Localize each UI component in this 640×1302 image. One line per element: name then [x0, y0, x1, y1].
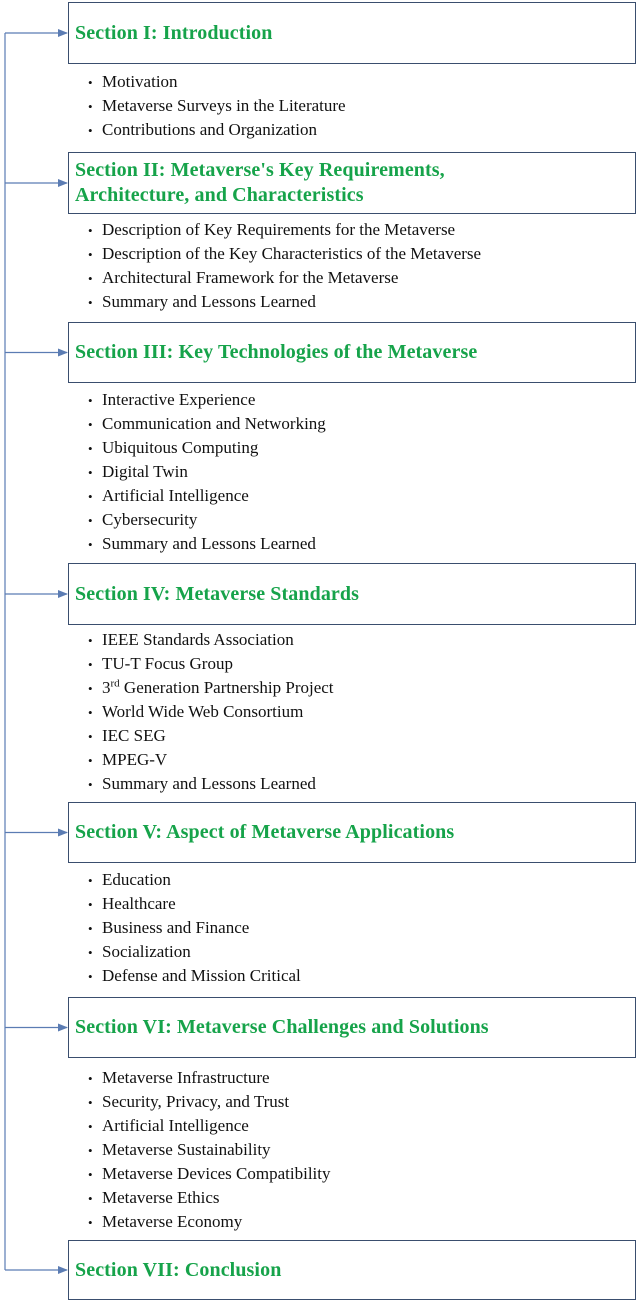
- bullet-icon: •: [88, 1119, 93, 1134]
- topic-label: Artificial Intelligence: [102, 1116, 249, 1135]
- topic-label: Description of the Key Characteristics of the Metaverse: [102, 244, 482, 263]
- topic-label: IEC SEG: [102, 726, 166, 745]
- topic-label: MPEG-V: [102, 750, 168, 769]
- bullet-icon: •: [88, 513, 93, 528]
- bullet-icon: •: [88, 873, 93, 888]
- section-title-line: Section V: Aspect of Metaverse Applications: [75, 821, 455, 843]
- topic-label: Metaverse Ethics: [102, 1188, 220, 1207]
- topic-label: Metaverse Devices Compatibility: [102, 1164, 331, 1183]
- topic-item: [88, 242, 481, 266]
- topic-label: Defense and Mission Critical: [102, 966, 301, 985]
- bullet-icon: •: [88, 705, 93, 720]
- bullet-icon: •: [88, 123, 93, 138]
- section-box-3: [68, 322, 636, 383]
- topic-item: [88, 652, 334, 676]
- bullet-icon: •: [88, 393, 93, 408]
- section-box-6: [68, 997, 636, 1058]
- bullet-icon: •: [88, 1095, 93, 1110]
- section-title: [75, 820, 454, 845]
- section-topic-list: [88, 628, 334, 796]
- bullet-icon: •: [88, 753, 93, 768]
- topic-item: [88, 1138, 331, 1162]
- section-box-4: [68, 563, 636, 625]
- topic-label: Socialization: [102, 942, 191, 961]
- bullet-icon: •: [88, 897, 93, 912]
- bullet-icon: •: [88, 1071, 93, 1086]
- section-topic-list: [88, 388, 326, 556]
- topic-label: Summary and Lessons Learned: [102, 292, 316, 311]
- topic-item: [88, 266, 481, 290]
- topic-label-prefix: 3: [102, 678, 111, 697]
- topic-item: [88, 700, 334, 724]
- bullet-icon: •: [88, 945, 93, 960]
- topic-item: [88, 916, 301, 940]
- bullet-icon: •: [88, 489, 93, 504]
- topic-label: Artificial Intelligence: [102, 486, 249, 505]
- section-box-1: [68, 2, 636, 64]
- topic-label: Communication and Networking: [102, 414, 326, 433]
- topic-label: Description of Key Requirements for the Metaverse: [102, 220, 456, 239]
- bullet-icon: •: [88, 969, 93, 984]
- bullet-icon: •: [88, 1215, 93, 1230]
- topic-label: Security, Privacy, and Trust: [102, 1092, 290, 1111]
- topic-item: [88, 940, 301, 964]
- topic-item: [88, 70, 346, 94]
- section-title: [75, 340, 477, 365]
- section-title: [75, 21, 273, 46]
- bullet-icon: •: [88, 441, 93, 456]
- topic-label: Ubiquitous Computing: [102, 438, 259, 457]
- topic-item: [88, 460, 326, 484]
- topic-item: [88, 508, 326, 532]
- bullet-icon: •: [88, 295, 93, 310]
- topic-item: [88, 724, 334, 748]
- bullet-icon: •: [88, 657, 93, 672]
- topic-label: Metaverse Infrastructure: [102, 1068, 270, 1087]
- bullet-icon: •: [88, 417, 93, 432]
- topic-label: Architectural Framework for the Metaverse: [102, 268, 399, 287]
- topic-item: [88, 1114, 331, 1138]
- topic-item: [88, 218, 481, 242]
- bullet-icon: •: [88, 537, 93, 552]
- section-topic-list: [88, 218, 481, 314]
- bullet-icon: •: [88, 271, 93, 286]
- topic-label-superscript: rd: [110, 677, 120, 690]
- section-title-line: Section I: Introduction: [75, 21, 273, 44]
- topic-item: [88, 676, 334, 700]
- topic-label: Summary and Lessons Learned: [102, 534, 316, 553]
- topic-label: IEEE Standards Association: [102, 630, 294, 649]
- bullet-icon: •: [88, 223, 93, 238]
- topic-label: Metaverse Surveys in the Literature: [102, 96, 346, 115]
- topic-label: Motivation: [102, 72, 178, 91]
- topic-item: [88, 1162, 331, 1186]
- bullet-icon: •: [88, 247, 93, 262]
- topic-item: [88, 628, 334, 652]
- topic-label: Metaverse Sustainability: [102, 1140, 271, 1159]
- section-box-2: [68, 152, 636, 214]
- topic-item: [88, 436, 326, 460]
- topic-label: Business and Finance: [102, 918, 250, 937]
- topic-item: [88, 532, 326, 556]
- topic-label: Digital Twin: [102, 462, 188, 481]
- topic-label-suffix: Generation Partnership Project: [119, 678, 334, 697]
- section-title: [75, 1258, 281, 1283]
- topic-item: [88, 748, 334, 772]
- section-title-line: Section VII: Conclusion: [75, 1258, 282, 1281]
- bullet-icon: •: [88, 633, 93, 648]
- topic-label: Metaverse Economy: [102, 1212, 243, 1231]
- topic-item: [88, 892, 301, 916]
- section-title: [75, 158, 445, 208]
- topic-item: [88, 964, 301, 988]
- topic-item: [88, 1210, 331, 1234]
- section-title-line: Section III: Key Technologies of the Metaverse: [75, 341, 478, 363]
- section-box-7: [68, 1240, 636, 1300]
- section-title: [75, 582, 359, 607]
- bullet-icon: •: [88, 1143, 93, 1158]
- topic-label: World Wide Web Consortium: [102, 702, 304, 721]
- topic-item: [88, 484, 326, 508]
- section-title-line: Section VI: Metaverse Challenges and Solutions: [75, 1016, 489, 1038]
- topic-label: TU-T Focus Group: [102, 654, 233, 673]
- topic-label: Cybersecurity: [102, 510, 198, 529]
- topic-label: Interactive Experience: [102, 390, 256, 409]
- section-topic-list: [88, 70, 346, 142]
- topic-label: Healthcare: [102, 894, 176, 913]
- topic-item: [88, 118, 346, 142]
- topic-label: Contributions and Organization: [102, 120, 317, 139]
- topic-item: [88, 290, 481, 314]
- bullet-icon: •: [88, 1167, 93, 1182]
- topic-item: [88, 868, 301, 892]
- topic-item: [88, 1186, 331, 1210]
- bullet-icon: •: [88, 465, 93, 480]
- section-topic-list: [88, 868, 301, 988]
- topic-label: Education: [102, 870, 171, 889]
- section-topic-list: [88, 1066, 331, 1234]
- bullet-icon: •: [88, 1191, 93, 1206]
- bullet-icon: •: [88, 729, 93, 744]
- topic-item: [88, 388, 326, 412]
- section-title: [75, 1015, 489, 1040]
- section-title-line: Section IV: Metaverse Standards: [75, 582, 360, 605]
- bullet-icon: •: [88, 75, 93, 90]
- topic-item: [88, 1090, 331, 1114]
- topic-label: Summary and Lessons Learned: [102, 774, 316, 793]
- topic-item: [88, 772, 334, 796]
- topic-item: [88, 412, 326, 436]
- section-title-line: Architecture, and Characteristics: [75, 184, 364, 206]
- bullet-icon: •: [88, 921, 93, 936]
- topic-item: [88, 94, 346, 118]
- section-title-line: Section II: Metaverse's Key Requirements,: [75, 159, 445, 181]
- topic-item: [88, 1066, 331, 1090]
- bullet-icon: •: [88, 777, 93, 792]
- bullet-icon: •: [88, 99, 93, 114]
- bullet-icon: •: [88, 681, 93, 696]
- section-box-5: [68, 802, 636, 863]
